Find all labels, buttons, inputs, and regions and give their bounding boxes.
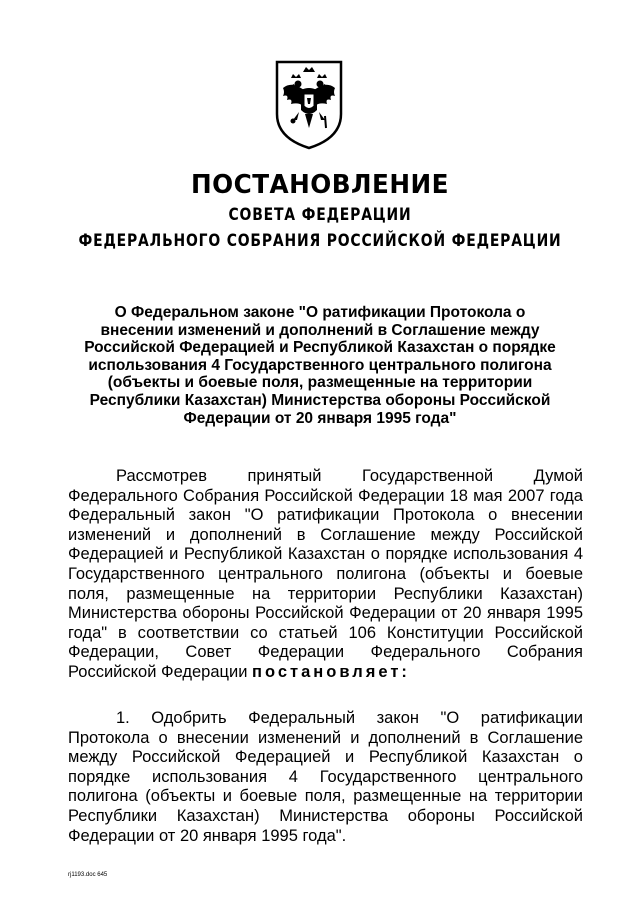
preamble-paragraph [68,467,583,683]
preamble-text: Рассмотрев принятый Государственной Думой Федерального Собрания Российской Федерации 18 мая 2007 года Федеральный закон "О ратификации Протокола о внесении изменений и дополнений в Соглашение между Российской Федерацией и Республикой Казахстан о порядке использования 4 Государственного центрального полигона (объекты и боевые поля, размещенные на территории Республики Казахстан) Министерства обороны Российской Федерации от 20 января 1995 года" в соответствии со статьей 106 Конституции Российской Федерации, Совет Федерации Федерального Собрания Российской Федерации [68,467,583,681]
issuer-line-1: СОВЕТА ФЕДЕРАЦИИ [228,205,412,225]
document-heading: О Федеральном законе "О ратификации Протокола о внесении изменений и дополнений в Соглашение между Российской Федерацией и Республикой Казахстан о порядке использования 4 Государственного центрального полигона (объекты и боевые поля, размещенные на территории Республики Казахстан) Министерства обороны Российской Федерации от 20 января 1995 года" [84,304,556,427]
document-type-title: ПОСТАНОВЛЕНИЕ [190,170,450,200]
coat-of-arms-icon [273,58,345,150]
footer-file-code: rj1193.doc 645 [68,872,108,878]
point-1-paragraph: 1. Одобрить Федеральный закон "О ратификации Протокола о внесении изменений и дополнений в Соглашение между Российской Федерацией и Республикой Казахстан о порядке использования 4 Государственного центрального полигона (объекты и боевые поля, размещенные на территории Республики Казахстан) Министерства обороны Российской Федерации от 20 января 1995 года". [68,709,583,845]
issuer-line-2: ФЕДЕРАЛЬНОГО СОБРАНИЯ РОССИЙСКОЙ ФЕДЕРАЦИИ [78,231,562,251]
title-block [0,168,640,254]
resolves-word: постановляет: [252,662,410,681]
